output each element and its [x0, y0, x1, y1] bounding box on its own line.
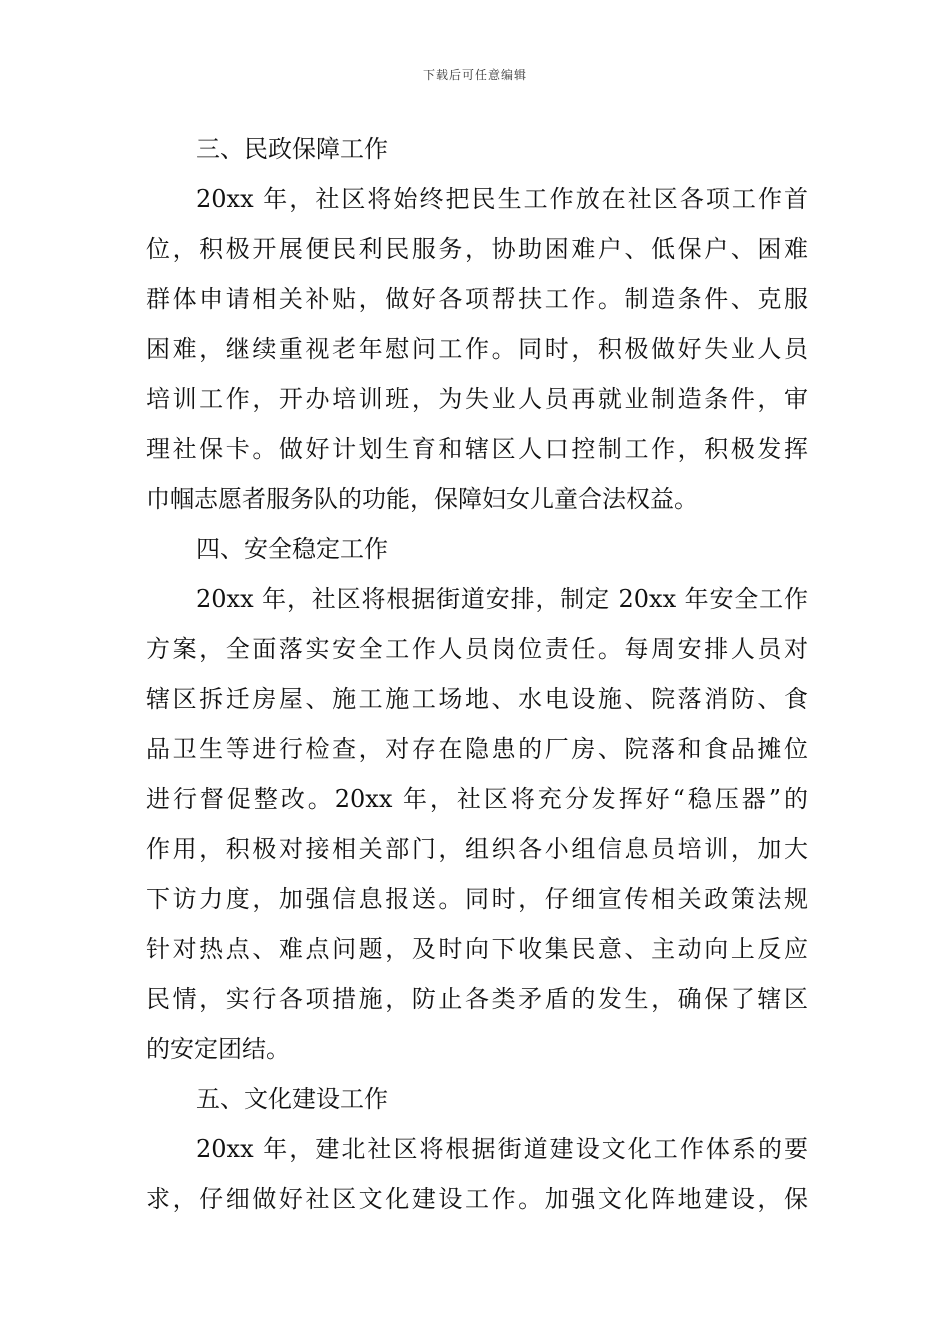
paragraph-line: 进行督促整改。20xx 年，社区将充分发挥好“稳压器”的: [146, 785, 808, 813]
paragraph-line: 民情，实行各项措施，防止各类矛盾的发生，确保了辖区: [146, 985, 808, 1013]
paragraph-line: 培训工作，开办培训班，为失业人员再就业制造条件，审: [146, 385, 808, 413]
paragraph-line: 群体申请相关补贴，做好各项帮扶工作。制造条件、克服: [146, 285, 808, 313]
paragraph-line: 辖区拆迁房屋、施工施工场地、水电设施、院落消防、食: [146, 685, 808, 713]
section-heading: 三、民政保障工作: [196, 135, 388, 163]
paragraph-line: 理社保卡。做好计划生育和辖区人口控制工作，积极发挥: [146, 435, 808, 463]
document-body: [146, 124, 808, 1224]
section-heading: 四、安全稳定工作: [196, 535, 388, 563]
paragraph-line: 品卫生等进行检查，对存在隐患的厂房、院落和食品摊位: [146, 735, 808, 763]
paragraph-line: 20xx 年，建北社区将根据街道建设文化工作体系的要: [196, 1135, 808, 1163]
paragraph-line: 方案，全面落实安全工作人员岗位责任。每周安排人员对: [146, 635, 808, 663]
paragraph-line: 20xx 年，社区将根据街道安排，制定 20xx 年安全工作: [196, 585, 808, 613]
section-civil-affairs: [146, 124, 808, 524]
section-safety-stability: [146, 524, 808, 1074]
paragraph-line: 20xx 年，社区将始终把民生工作放在社区各项工作首: [196, 185, 808, 213]
paragraph-line: 位，积极开展便民利民服务，协助困难户、低保户、困难: [146, 235, 808, 263]
paragraph-line: 困难，继续重视老年慰问工作。同时，积极做好失业人员: [146, 335, 808, 363]
paragraph-line: 的安定团结。: [146, 1035, 290, 1063]
section-paragraph: [146, 1124, 808, 1224]
paragraph-line: 巾帼志愿者服务队的功能，保障妇女儿童合法权益。: [146, 485, 698, 513]
page-header-note: 下载后可任意编辑: [422, 68, 527, 82]
paragraph-line: 针对热点、难点问题，及时向下收集民意、主动向上反应: [146, 935, 808, 963]
paragraph-line: 下访力度，加强信息报送。同时，仔细宣传相关政策法规: [146, 885, 808, 913]
section-culture-building: [146, 1074, 808, 1224]
paragraph-line: 作用，积极对接相关部门，组织各小组信息员培训，加大: [146, 835, 808, 863]
section-heading: 五、文化建设工作: [196, 1085, 388, 1113]
section-paragraph: [146, 174, 808, 524]
section-paragraph: [146, 574, 808, 1074]
paragraph-line: 求，仔细做好社区文化建设工作。加强文化阵地建设，保: [146, 1185, 808, 1213]
